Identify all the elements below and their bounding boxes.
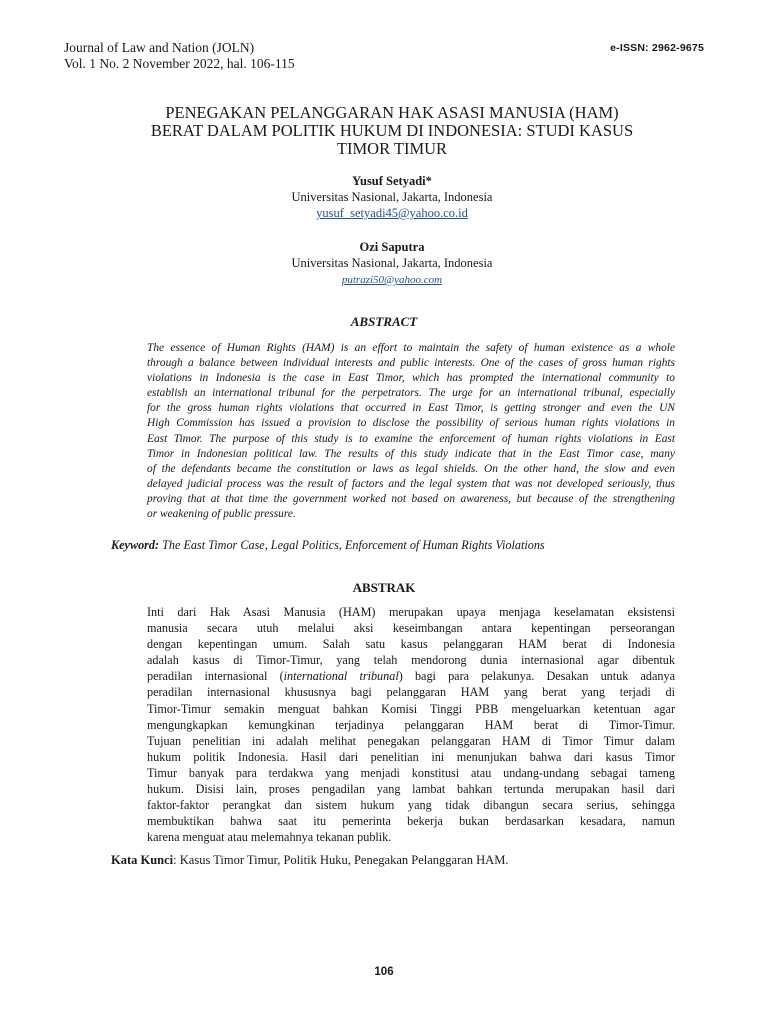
abstract-line: proving that at that time the government worked not based on awareness, but because of the strengthening xyxy=(147,492,675,505)
abstrak-line: Timor-Timur semakin menguat bahkan Komisi Tinggi PBB mengeluarkan ketentuan agar xyxy=(147,701,675,716)
abstrak-line: karena menguat atau melemahnya tekanan publik. xyxy=(147,830,392,845)
abstrak-heading: ABSTRAK xyxy=(352,580,416,595)
italic-term: international tribunal xyxy=(283,669,399,684)
abstrak-line xyxy=(147,668,675,684)
abstrak-body xyxy=(147,604,675,845)
abstrak-line: Timur banyak para terdakwa yang menjadi konstitusi atau undang-undang sebagai tameng xyxy=(147,765,675,780)
journal-name: Journal of Law and Nation (JOLN) xyxy=(64,40,255,55)
author-name: Ozi Saputra xyxy=(359,240,425,254)
author-email-link[interactable]: yusuf_setyadi45@yahoo.co.id xyxy=(316,206,468,220)
abstract-line: Timor in Indonesian political law. The results of this study indicate that in the East Timor case, many xyxy=(147,447,675,460)
abstrak-fragment: peradilan internasional (international tribunal) bagi para pelakunya. Desakan untuk adanya xyxy=(147,669,676,684)
journal-volume: Vol. 1 No. 2 November 2022, hal. 106-115 xyxy=(64,56,295,71)
author-affiliation: Universitas Nasional, Jakarta, Indonesia xyxy=(291,256,493,270)
abstract-line: The essence of Human Rights (HAM) is an effort to maintain the safety of human existence as a whole xyxy=(147,342,675,354)
abstrak-line: Tujuan penelitian ini adalah melihat penegakan pelanggaran HAM di Timor Timur dalam xyxy=(147,733,675,748)
title-line: PENEGAKAN PELANGGARAN HAK ASASI MANUSIA (HAM) xyxy=(165,103,619,122)
abstrak-line: mengungkapkan kemungkinan terjadinya pelanggaran HAM berat di Timor-Timur. xyxy=(147,717,675,732)
title-line: TIMOR TIMUR xyxy=(336,139,448,158)
journal-header xyxy=(64,40,295,72)
abstract-line: or weakening of public pressure. xyxy=(147,508,296,521)
abstract-line: violations in Indonesia is the case in East Timor, which has prompted the international community to xyxy=(147,372,675,385)
eissn: e-ISSN: 2962-9675 xyxy=(610,42,704,54)
abstrak-line: peradilan internasional khususnya bagi pelanggaran HAM yang berat yang terjadi di xyxy=(147,685,675,700)
abstrak-line: Inti dari Hak Asasi Manusia (HAM) merupakan upaya menjaga keselamatan eksistensi xyxy=(147,605,675,619)
kata-kunci-label: Kata Kunci xyxy=(111,853,174,867)
abstract-body xyxy=(147,341,675,522)
abstract-line: of the defendants became the constitution or laws as legal shields. On the other hand, the slow and even xyxy=(147,462,675,475)
author-block-2 xyxy=(140,239,644,288)
kata-kunci-list: : Kasus Timor Timur, Politik Huku, Penegakan Pelanggaran HAM. xyxy=(173,853,509,867)
keywords xyxy=(111,538,545,553)
author-block-1 xyxy=(140,173,644,221)
author-name: Yusuf Setyadi* xyxy=(352,174,432,188)
abstract-line: delayed judicial process was the result of factors and the legal system that was not developed seriously, thus xyxy=(147,477,675,490)
keyword-list: The East Timor Case, Legal Politics, Enforcement of Human Rights Violations xyxy=(159,538,545,552)
abstrak-line: faktor-faktor perangkat dan sistem hukum yang tidak dibangun secara serius, sehingga xyxy=(147,798,675,813)
page-number: 106 xyxy=(374,966,394,978)
abstract-line: East Timor. The purpose of this study is to examine the enforcement of human rights violations in East xyxy=(147,432,675,445)
title-line: BERAT DALAM POLITIK HUKUM DI INDONESIA: STUDI KASUS xyxy=(150,121,634,140)
abstrak-line: manusia secara utuh melalui aksi keseimbangan antara kepentingan perseorangan xyxy=(147,621,675,636)
abstrak-line: adalah kasus di Timor-Timur, yang telah mendorong dunia internasional agar dibentuk xyxy=(147,653,675,668)
abstract-line: through a balance between individual interests and public interests. One of the cases of gross human rights xyxy=(147,357,675,370)
author-email-link[interactable]: putrazi50@yahoo.com xyxy=(341,274,443,286)
abstrak-line: dengan kepentingan umum. Salah satu kasus pelanggaran HAM berat di Indonesia xyxy=(147,637,675,652)
abstrak-line: membuktikan bahwa saat itu pemerinta bekerja bukan berdasarkan kesadara, namun xyxy=(147,814,675,829)
keyword-label: Keyword: xyxy=(111,538,160,552)
abstrak-line: hukum. Disisi lain, proses pengadilan yang lambat bahkan tertunda merupakan hasil dari xyxy=(147,782,675,797)
paper-title xyxy=(100,104,684,158)
abstract-line: High Commission has issued a provision to disclose the possibility of serious human rights violations in xyxy=(147,417,675,430)
kata-kunci xyxy=(111,853,508,868)
abstract-heading: ABSTRACT xyxy=(350,314,418,329)
abstrak-line: hukum politik Indonesia. Hasil dari penelitian ini menunjukan bahwa dari kasus Timor xyxy=(147,749,675,764)
author-affiliation: Universitas Nasional, Jakarta, Indonesia xyxy=(291,190,493,204)
abstract-line: for the gross human rights violations that occurred in East Timor, is getting stronger and even the UN xyxy=(147,402,675,415)
abstract-line: establish an international tribunal for the perpetrators. The urge for an international tribunal, especially xyxy=(147,387,675,400)
